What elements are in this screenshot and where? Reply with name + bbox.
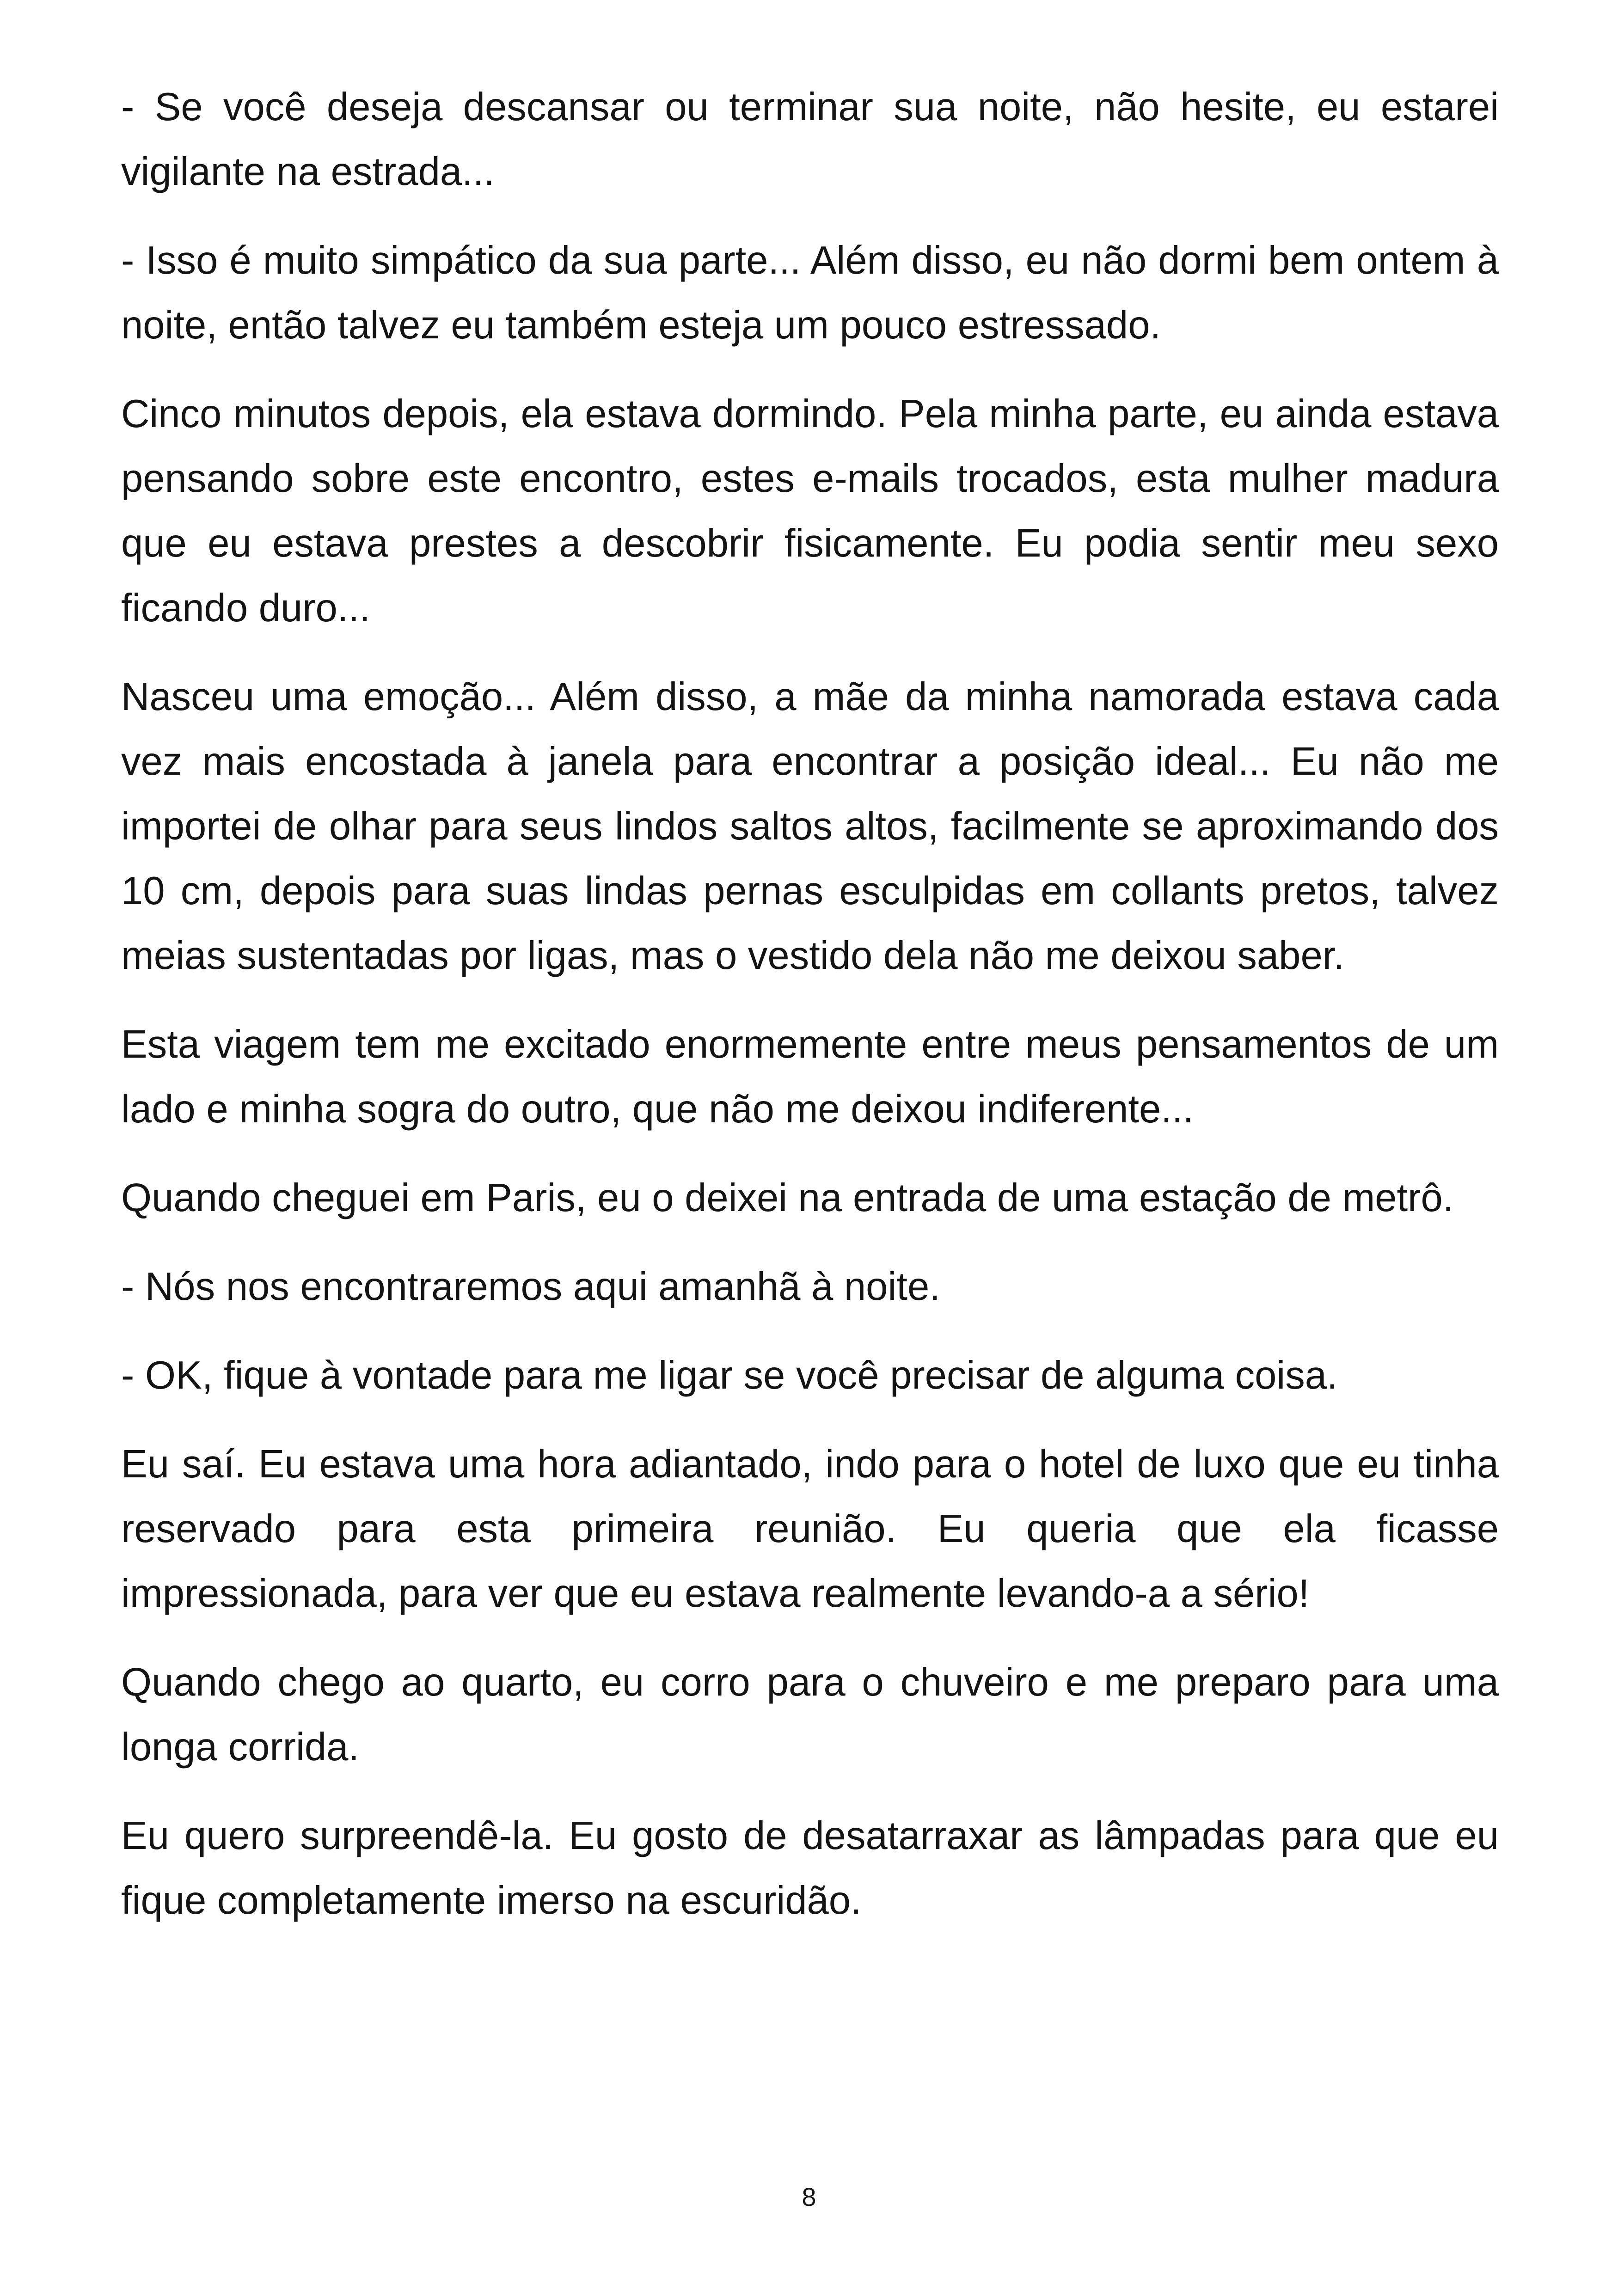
paragraph-4: Nasceu uma emoção... Além disso, a mãe da minha namorada estava cada vez mais encostada à janela para encontrar a posição ideal... Eu não me importei de olhar para seus lindos saltos altos, facilmente se aproximando dos 10 cm, depois para suas lindas pernas esculpidas em collants pretos, talvez meias sustentadas por ligas, mas o vestido dela não me deixou saber. bbox=[121, 675, 1499, 978]
paragraph-2: - Isso é muito simpático da sua parte... Além disso, eu não dormi bem ontem à noite, então talvez eu também esteja um pouco estressado. bbox=[121, 239, 1499, 347]
paragraph-9: Eu saí. Eu estava uma hora adiantado, indo para o hotel de luxo que eu tinha reservado para esta primeira reunião. Eu queria que ela ficasse impressionada, para ver que eu estava realmente levando-a a sério! bbox=[121, 1442, 1499, 1616]
paragraph-8: - OK, fique à vontade para me ligar se você precisar de alguma coisa. bbox=[121, 1353, 1338, 1397]
paragraph-10: Quando chego ao quarto, eu corro para o chuveiro e me preparo para uma longa corrida. bbox=[121, 1660, 1499, 1769]
page-body-text bbox=[121, 75, 1499, 1957]
page-number: 8 bbox=[802, 2182, 816, 2211]
paragraph-7: - Nós nos encontraremos aqui amanhã à noite. bbox=[121, 1265, 940, 1309]
paragraph-3: Cinco minutos depois, ela estava dormindo. Pela minha parte, eu ainda estava pensando sobre este encontro, estes e-mails trocados, esta mulher madura que eu estava prestes a descobrir fisicamente. Eu podia sentir meu sexo ficando duro... bbox=[121, 392, 1499, 630]
paragraph-1: - Se você deseja descansar ou terminar sua noite, não hesite, eu estarei vigilante na estrada... bbox=[121, 85, 1499, 194]
paragraph-6: Quando cheguei em Paris, eu o deixei na entrada de uma estação de metrô. bbox=[121, 1176, 1454, 1220]
paragraph-11: Eu quero surpreendê-la. Eu gosto de desatarraxar as lâmpadas para que eu fique completamente imerso na escuridão. bbox=[121, 1814, 1499, 1923]
paragraph-5: Esta viagem tem me excitado enormemente entre meus pensamentos de um lado e minha sogra do outro, que não me deixou indiferente... bbox=[121, 1022, 1499, 1131]
